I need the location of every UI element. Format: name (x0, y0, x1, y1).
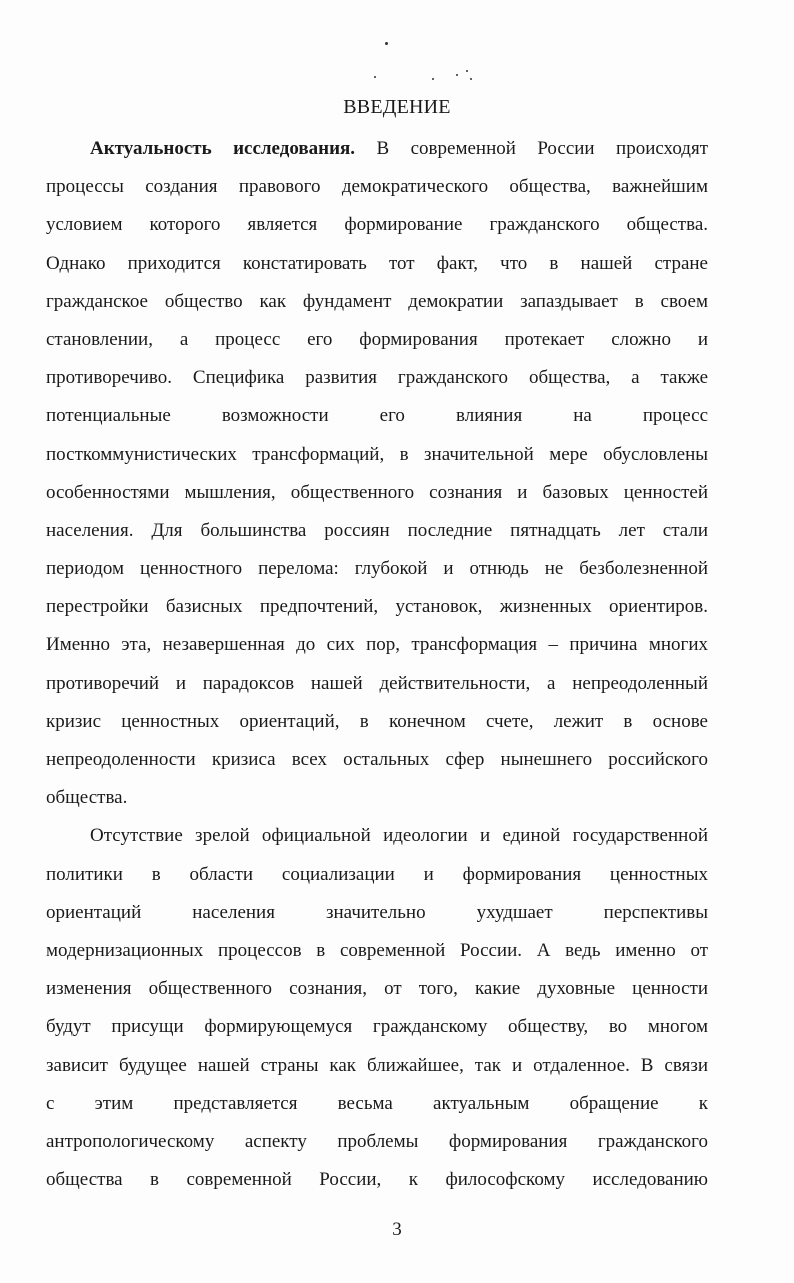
text-line: политики в области социализации и формирования ценностных (46, 863, 708, 885)
text-line: зависит будущее нашей страны как ближайшее, так и отдаленное. В связи (46, 1054, 708, 1076)
text-line: становлении, а процесс его формирования протекает сложно и (46, 328, 708, 350)
scan-speck (466, 70, 468, 72)
text-line: перестройки базисных предпочтений, установок, жизненных ориентиров. (46, 596, 708, 618)
text-line: кризис ценностных ориентаций, в конечном счете, лежит в основе (46, 710, 708, 732)
text-line: населения. Для большинства россиян последние пятнадцать лет стали (46, 519, 708, 541)
text-line: общества. (46, 787, 128, 809)
lead-phrase: Актуальность исследования. (90, 138, 356, 159)
page-number: 3 (392, 1219, 402, 1240)
text-line: противоречиво. Специфика развития гражданского общества, а также (46, 367, 708, 389)
text-line: Актуальность исследования. В современной России происходят (90, 138, 708, 159)
text-line: с этим представляется весьма актуальным обращение к (46, 1092, 708, 1114)
scan-speck (470, 78, 472, 80)
scan-speck (374, 76, 376, 78)
text-line: условием которого является формирование гражданского общества. (46, 214, 708, 236)
text-line: периодом ценностного перелома: глубокой и отнюдь не безболезненной (46, 558, 708, 580)
scan-speck (385, 42, 388, 45)
text-line: Отсутствие зрелой официальной идеологии и единой государственной (90, 825, 708, 847)
text-line: гражданское общество как фундамент демократии запаздывает в своем (46, 290, 708, 312)
paragraph-relevance (46, 130, 708, 817)
paragraph-ideology (46, 817, 708, 1199)
text-line: Именно эта, незавершенная до сих пор, трансформация – причина многих (46, 634, 708, 656)
text-line: ориентаций населения значительно ухудшает перспективы (46, 901, 708, 923)
text-line: противоречий и парадоксов нашей действительности, а непреодоленный (46, 672, 708, 694)
text-line: общества в современной России, к философскому исследованию (46, 1169, 708, 1191)
text-line: посткоммунистических трансформаций, в значительной мере обусловлены (46, 443, 708, 465)
text-line: особенностями мышления, общественного сознания и базовых ценностей (46, 481, 708, 503)
section-heading: ВВЕДЕНИЕ (343, 96, 451, 118)
body-text (46, 130, 708, 1199)
text-line: процессы создания правового демократического общества, важнейшим (46, 176, 708, 198)
text-line: будут присущи формирующемуся гражданскому обществу, во многом (46, 1016, 708, 1038)
text-line: модернизационных процессов в современной России. А ведь именно от (46, 939, 708, 961)
text-line: антропологическому аспекту проблемы формирования гражданского (46, 1130, 708, 1152)
text-line: непреодоленности кризиса всех остальных сфер нынешнего российского (46, 749, 708, 770)
text-line: потенциальные возможности его влияния на процесс (46, 405, 708, 427)
scan-speck (456, 74, 458, 76)
text-line: Однако приходится констатировать тот факт, что в нашей стране (46, 252, 708, 274)
text-line: изменения общественного сознания, от того, какие духовные ценности (46, 978, 708, 1000)
scan-speck (432, 78, 434, 80)
